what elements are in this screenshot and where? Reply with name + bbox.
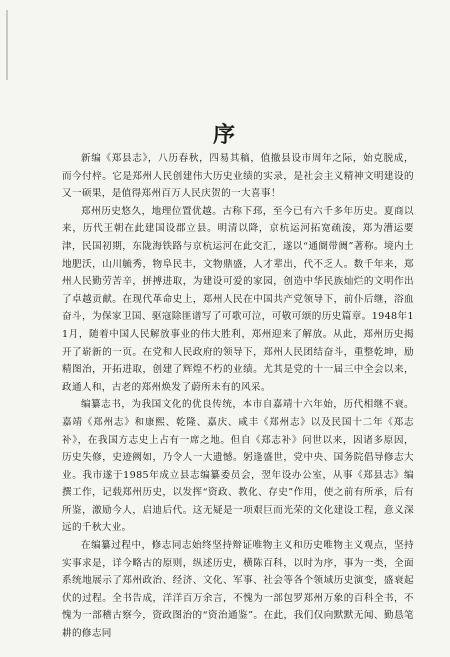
paragraph: 在编纂过程中，修志同志始终坚持辩证唯物主义和历史唯物主义观点，坚持实事求是，详今略古的原则，纵述历史，横陈百科，以时为序，事为一类，全面系统地展示了郑州政治、经济、文化、军事、社会等各个领域历史演变，盛衰起伏的过程。全书告成，洋洋百万余言，不愧为一部包罗郑州万象的百科全书，不愧为一部稽古察今，资政图治的“资治通鉴”。在此，我们仅向默默无闻、勤恳笔耕的修志同 xyxy=(62,540,414,640)
page-edge-shadow xyxy=(6,10,8,80)
paragraph: 编纂志书，为我国文化的优良传统，本市自嘉靖十六年始，历代相继不衰。嘉靖《郑州志》和康熙、乾隆、嘉庆、咸丰《郑州志》以及民国十二年《郑志补》，在我国方志史上占有一席之地。但自《郑志补》问世以来，因诸多原因，历史失修，史迹阙如，乃令人一大遗憾。躬逢盛世，党中央、国务院倡导修志大业。我市遂于1985年成立县志编纂委员会，翌年设办公室，从事《郑县志》编撰工作，记载郑州历史，以发挥“资政、教化、存史”作用，使之前有所承，后有所鉴，激励今人，启迪后代。这无疑是一项艰巨而光荣的文化建设工程，意义深远的千秋大业。 xyxy=(62,399,414,534)
body-text xyxy=(62,150,414,643)
paragraph: 郑州历史悠久，地理位置优越。古称下邳，至今已有六千多年历史。夏商以来，历代王朝在此建国设郡立县。明清以降，京杭运河拓宽疏浚，郑为漕运要津，民国初期，东陇海铁路与京杭运河在此交汇，遂以“通阛带阓”著称。境内土地肥沃，山川毓秀，物阜民丰，文物鼎盛，人才辈出，代不乏人。数千年来，郑州人民勤劳苦辛，拼搏进取，为建设可爱的家园，创造中华民族灿烂的文明作出了卓越贡献。在现代革命史上，郑州人民在中国共产党领导下，前仆后继，浴血奋斗，为保家卫国、驱寇除匪谱写了可歌可泣，可敬可颂的历史篇章。1948年11月，随着中国人民解放事业的伟大胜利，郑州迎来了解放。从此，郑州历史揭开了崭新的一页。在党和人民政府的领导下，郑州人民团结奋斗，重整乾坤，励精图治，开拓进取，创建了辉煌不朽的业绩。尤其是党的十一届三中全会以来，政通人和，古老的郑州焕发了蔚所未有的风采。 xyxy=(62,205,414,393)
page-title: 序 xyxy=(212,122,237,148)
paragraph: 新编《郑县志》，八历春秋，四易其稿，值撤县设市周年之际，始克脱成，而今付梓。它是郑州人民创建伟大历史业绩的实录，是社会主义精神文明建设的又一硕果，是值得郑州百万人民庆贺的一大喜事！ xyxy=(62,153,414,200)
